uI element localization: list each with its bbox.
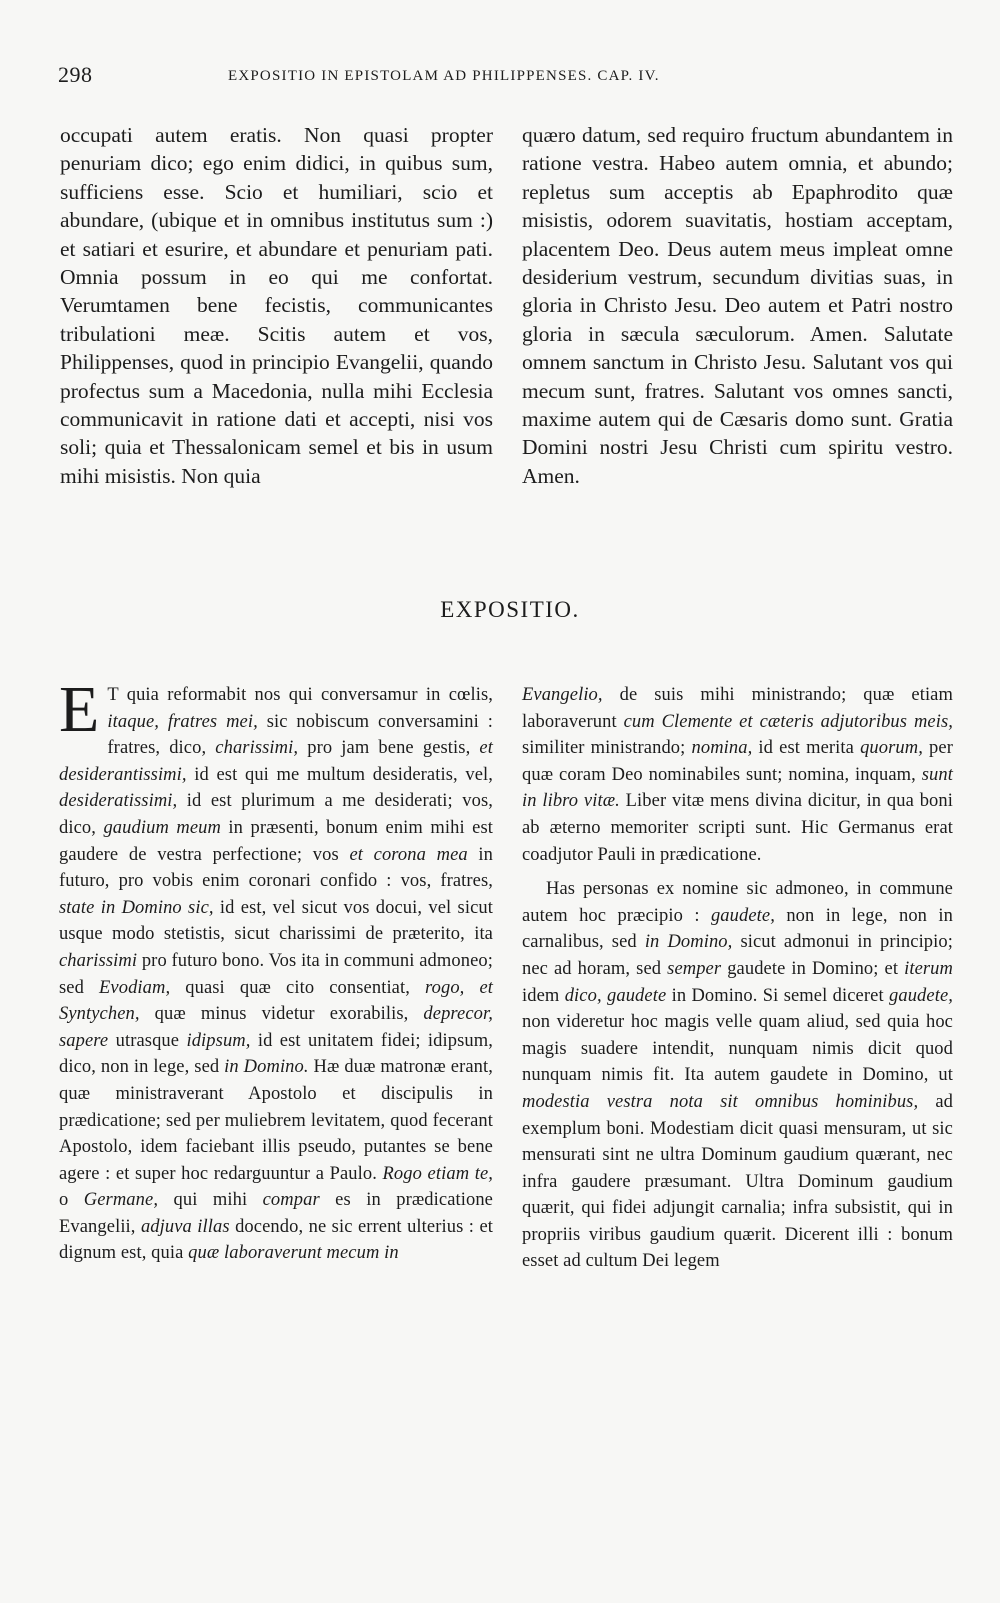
italic-run: in Domino. (224, 1057, 309, 1078)
italic-run: semper (667, 958, 722, 979)
text-run: o (59, 1190, 84, 1211)
text-run: qui mihi (158, 1190, 263, 1211)
text-run: pro jam bene gestis, (298, 738, 480, 759)
italic-run: et desiderantissimi, (59, 738, 493, 785)
italic-run: iterum (904, 958, 953, 979)
text-run: in Domino. Si semel diceret (666, 985, 889, 1006)
text-run: pro futuro bono. Vos ita in communi admoneo; sed (59, 950, 493, 998)
italic-run: rogo, et Syntychen, (59, 977, 494, 1025)
text-run: id est unitatem fidei; idipsum, dico, non in lege, sed (59, 1030, 493, 1078)
text-run: quæ minus videtur exorabilis, (139, 1004, 424, 1025)
italic-run: itaque, fratres mei, (107, 711, 258, 732)
text-run: gaudete in Domino; et (721, 958, 905, 979)
italic-run: quæ laboraverunt mecum in (188, 1243, 399, 1264)
text-run: Has personas ex nomine sic admoneo, in commune autem hoc præcipio : (522, 879, 953, 926)
section-heading: EXPOSITIO. (440, 597, 580, 622)
italic-run: gaudete, (710, 905, 775, 926)
text-column-right (522, 121, 953, 490)
italic-run: Rogo etiam te, (382, 1163, 493, 1184)
running-head (58, 62, 955, 92)
italic-run: Germane, (83, 1190, 159, 1211)
text-run: T quia reformabit nos qui conversamur in cœlis, (107, 685, 493, 705)
italic-run: sunt in libro vitæ. (522, 764, 953, 812)
text-run: sicut admonui in principio; nec ad horam, sed (522, 932, 953, 979)
text-run: idem (522, 985, 565, 1006)
italic-run: quorum, (860, 738, 923, 759)
text-paragraph: occupati autem eratis. Non quasi propter penuriam dico; ego enim didici, in quibus sum, sufficiens esse. Scio et humiliari, scio et abundare, (ubique et in omnibus institutus sum :) et satiari et esurire, et abundare et penuriam pati. Omnia possum in eo qui me confortat. Verumtamen bene fecistis, communicantes tribulationi meæ. Scitis autem et vos, Philippenses, quod in principio Evangelii, quando profectus sum a Macedonia, nulla mihi Ecclesia communicavit in ratione dati et accepti, nisi vos soli; quia et Thessalonicam semel et bis in usum mihi misistis. Non quia (60, 123, 493, 488)
commentary-column-left (59, 673, 494, 1267)
text-run: id est plurimum a me desiderati; vos, dico, (59, 791, 493, 838)
text-run: ad exemplum boni. Modestiam dicit quasi mensuram, ut sic mensurati sint ne ultra Dominum gaudium quærant, nec infra gaudere præsumant. Ultra Dominum gaudium quærit, qui fidei adjungit carnalia; infra subsistit, qui in propriis viribus gaudium quærit. Dicerent illi : bonum esset ad cultum Dei legem (522, 1091, 953, 1272)
italic-run: nomina, (691, 738, 753, 759)
running-title: EXPOSITIO IN EPISTOLAM AD PHILIPPENSES. CAP. IV. (228, 68, 660, 84)
text-run: docendo, ne sic errent ulterius : et dignum est, quia (59, 1216, 493, 1264)
italic-run: idipsum, (186, 1030, 251, 1051)
text-run: similiter ministrando; (522, 738, 692, 759)
text-run: per quæ coram Deo nominabiles sunt; nomina, inquam, (522, 738, 953, 785)
text-run: in futuro, pro vobis enim coronari confido : vos, fratres, (59, 844, 493, 892)
italic-run: Evodiam, (99, 977, 171, 998)
italic-run: charissimi, (215, 738, 299, 759)
text-run: in præsenti, bonum enim mihi est gaudere de vestra perfectione; vos (59, 817, 494, 865)
commentary-text (59, 673, 494, 1264)
italic-run: in Domino, (644, 932, 733, 953)
text-run: Hæ duæ matronæ erant, quæ ministraverant Apostolo et discipulis in prædicatione; sed per muliebrem levitatem, quod fecerant Apostolo, idem faciebant illis pseudo, putantes se bene agere : et super hoc redarguuntur a Paulo. (59, 1057, 493, 1184)
text-run: id est, vel sicut vos docui, vel sicut usque modo stetistis, sicut charissimi de præterito, ita (59, 897, 493, 945)
text-run: es in prædicatione Evangelii, (59, 1190, 493, 1237)
text-run: utrasque (108, 1030, 187, 1051)
italic-run: desideratissimi, (59, 791, 178, 812)
text-run: sic nobiscum conversamini : fratres, dico, (107, 711, 493, 759)
text-run: id est qui me multum desideratis, vel, (186, 764, 493, 785)
italic-run: charissimi (59, 950, 138, 971)
commentary-paragraph (522, 682, 953, 868)
commentary-paragraph (59, 673, 494, 1267)
italic-run: deprecor, sapere (59, 1004, 493, 1051)
italic-run: state in Domino sic, (59, 897, 214, 918)
text-run: non in lege, non in carnalibus, sed (522, 905, 953, 953)
commentary-column-right (522, 682, 953, 1275)
text-run: non videretur hoc magis velle quam aliud, sed quia hoc magis suadere intendit, nunquam nimis dicit quod nunquam nimis fit. Ita autem gaudete in Domino, ut (522, 1012, 953, 1086)
italic-run: adjuva illas (140, 1216, 230, 1237)
italic-run: compar (262, 1190, 320, 1211)
italic-run: modestia vestra nota sit omnibus hominibus, (522, 1091, 919, 1112)
italic-run: Evangelio, (522, 685, 603, 705)
italic-run: gaudium meum (103, 817, 221, 838)
commentary-paragraph (522, 876, 953, 1275)
italic-run: gaudete, (889, 985, 953, 1006)
italic-run: dico, gaudete (564, 985, 667, 1006)
italic-run: cum Clemente et cæteris adjutoribus meis, (623, 711, 953, 732)
text-run: id est merita (752, 738, 861, 759)
text-run: Liber vitæ mens divina dicitur, in qua boni ab æterno memoriter scripti sunt. Hic Germanus erat coadjutor Pauli in prædicatione. (522, 791, 953, 865)
italic-run: et corona mea (349, 844, 468, 865)
text-run: quasi quæ cito consentiat, (170, 977, 426, 998)
text-run: de suis mihi ministrando; quæ etiam laboraverunt (522, 685, 953, 732)
text-paragraph: quæro datum, sed requiro fructum abundantem in ratione vestra. Habeo autem omnia, et abundo; repletus sum acceptis ab Epaphrodito quæ misistis, odorem suavitatis, hostiam acceptam, placentem Deo. Deus autem meus impleat omne desiderium vestrum, secundum divitias suas, in gloria in Christo Jesu. Deo autem et Patri nostro gloria in sæcula sæculorum. Amen. Salutate omnem sanctum in Christo Jesu. Salutant vos qui mecum sunt, fratres. Salutant vos omnes sancti, maxime autem qui de Cæsaris domo sunt. Gratia Domini nostri Jesu Christi cum spiritu vestro. Amen. (522, 123, 953, 488)
text-column-left (60, 121, 493, 490)
page-number: 298 (58, 62, 93, 87)
drop-cap: E (59, 673, 100, 746)
